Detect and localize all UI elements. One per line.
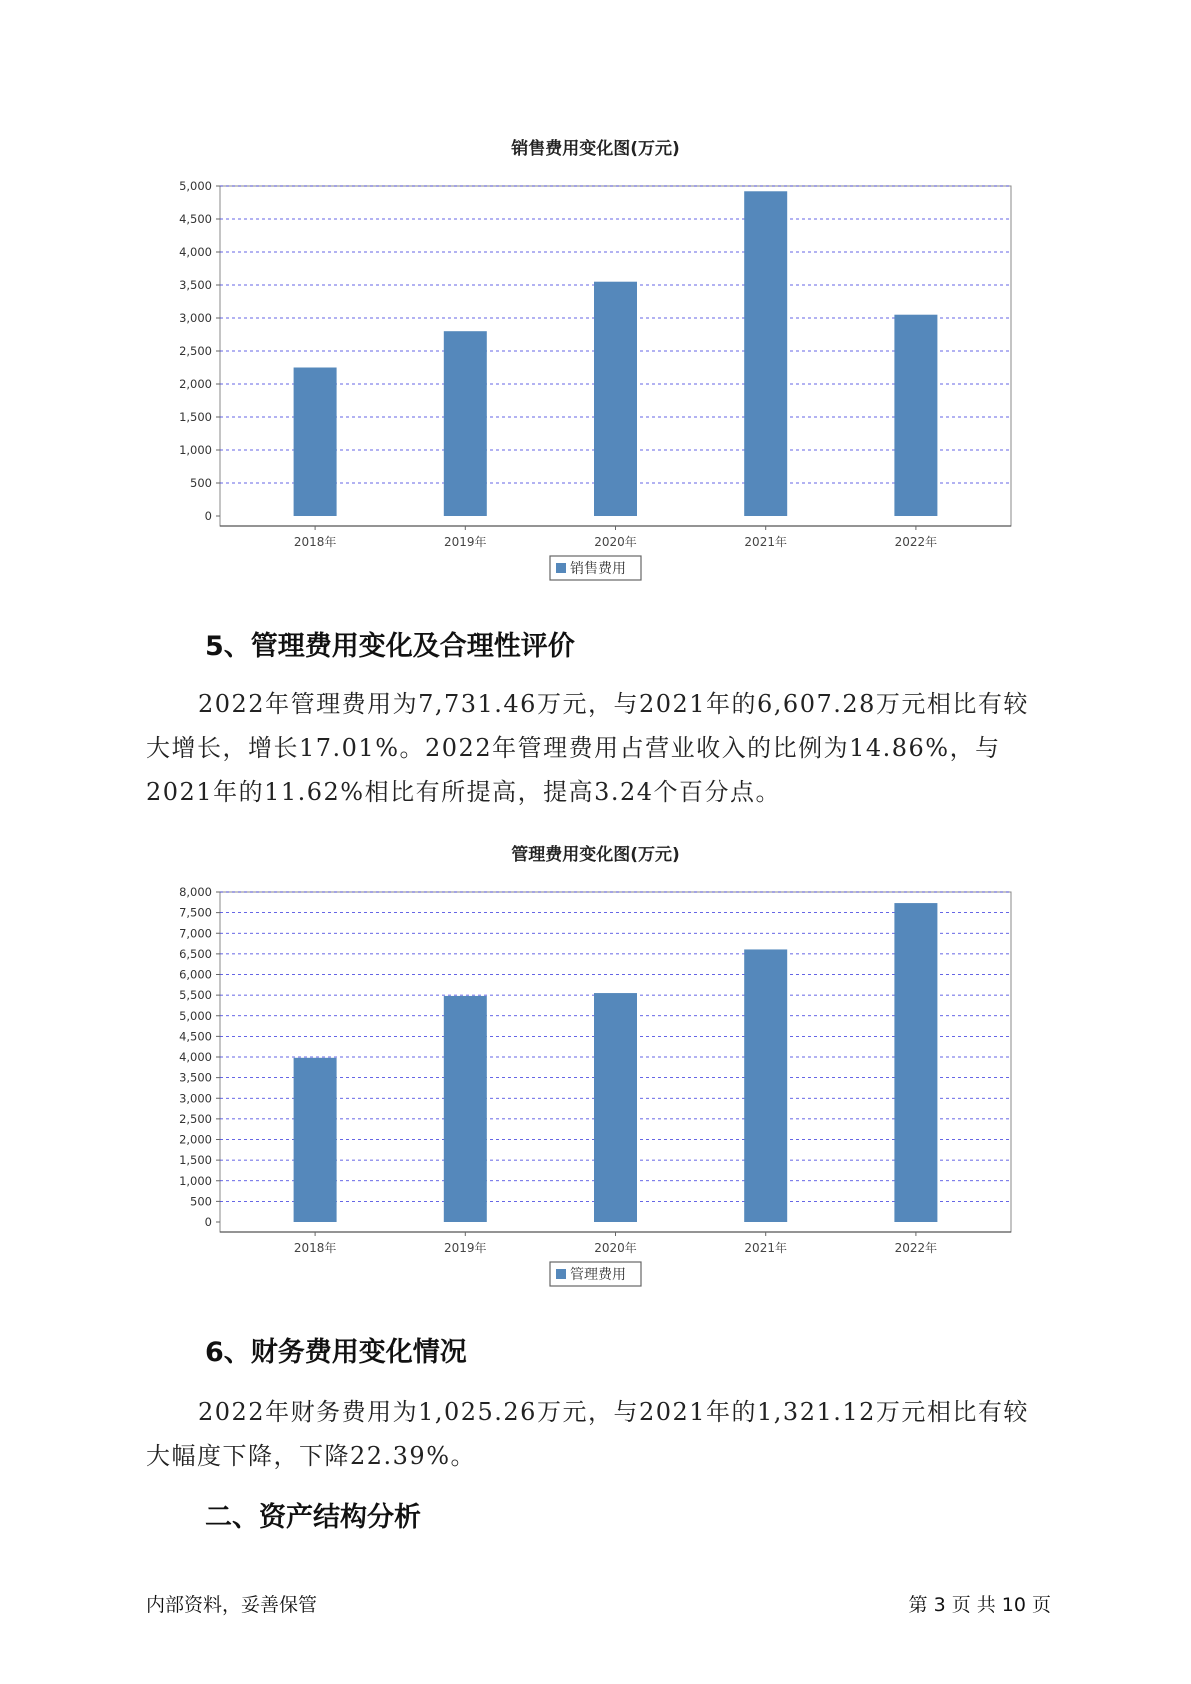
legend-swatch	[556, 1269, 566, 1279]
chart-legend	[550, 1262, 641, 1286]
bar	[594, 993, 637, 1222]
y-tick-label: 0	[204, 1215, 212, 1229]
y-tick-label: 5,000	[179, 1008, 212, 1023]
x-tick-label: 2021年	[744, 1241, 787, 1255]
y-tick-label: 4,000	[179, 1050, 212, 1064]
x-tick-label: 2022年	[894, 1241, 938, 1255]
section-2-heading: 二、资产结构分析	[205, 1502, 421, 1533]
y-tick-label: 3,000	[179, 311, 212, 325]
y-tick-label: 5,000	[179, 179, 212, 193]
y-tick-label: 1,500	[179, 410, 212, 424]
x-tick-label: 2019年	[444, 1241, 487, 1255]
x-tick-label: 2019年	[444, 535, 487, 549]
y-tick-label: 2,500	[179, 344, 212, 358]
section-6-paragraph: 2022年财务费用为1,025.26万元，与2021年的1,321.12万元相比有较大幅度下降，下降22.39%。	[146, 1398, 1029, 1470]
bar	[744, 949, 787, 1222]
x-tick-label: 2022年	[894, 535, 938, 549]
bar	[894, 903, 937, 1222]
legend-label: 管理费用	[570, 1267, 626, 1283]
y-tick-label: 2,000	[179, 1132, 212, 1147]
section-5-paragraph: 2022年管理费用为7,731.46万元，与2021年的6,607.28万元相比有较大增长，增长17.01%。2022年管理费用占营业收入的比例为14.86%，与2021年的11.62%相比有所提高，提高3.24个百分点。	[146, 690, 1029, 806]
bar	[744, 191, 787, 516]
x-tick-label: 2018年	[293, 1241, 337, 1255]
y-tick-label: 4,500	[179, 212, 212, 226]
x-tick-label: 2020年	[594, 535, 637, 549]
y-tick-label: 1,500	[179, 1153, 212, 1168]
y-tick-label: 6,500	[179, 946, 212, 961]
bar	[594, 282, 637, 516]
bar	[294, 368, 337, 517]
section-5-heading: 5、管理费用变化及合理性评价	[205, 631, 575, 662]
y-tick-label: 2,000	[179, 377, 212, 391]
sales-expense-chart	[0, 160, 1191, 600]
admin-expense-chart	[0, 866, 1191, 1306]
y-tick-label: 7,000	[179, 926, 212, 941]
sales-chart-title: 销售费用变化图(万元)	[511, 139, 680, 159]
bar	[444, 996, 487, 1222]
bar	[894, 315, 937, 516]
chart-legend	[550, 556, 641, 580]
y-tick-label: 6,000	[179, 967, 212, 982]
bar	[444, 331, 487, 516]
admin-chart-title: 管理费用变化图(万元)	[511, 845, 680, 865]
y-tick-label: 1,000	[179, 443, 212, 457]
bar	[294, 1058, 337, 1222]
y-tick-label: 2,500	[179, 1111, 212, 1126]
x-tick-label: 2021年	[744, 535, 787, 549]
y-tick-label: 500	[190, 1194, 212, 1209]
footer-page-number: 第 3 页 共 10 页	[908, 1594, 1051, 1616]
y-tick-label: 3,000	[179, 1091, 212, 1106]
y-tick-label: 4,500	[179, 1029, 212, 1044]
y-tick-label: 0	[204, 509, 212, 523]
y-tick-label: 3,500	[179, 1070, 212, 1085]
x-tick-label: 2020年	[594, 1241, 637, 1255]
y-tick-label: 7,500	[179, 905, 212, 920]
y-tick-label: 3,500	[179, 278, 212, 292]
y-tick-label: 5,500	[179, 988, 212, 1003]
legend-label: 销售费用	[570, 561, 626, 577]
y-tick-label: 4,000	[179, 245, 212, 259]
y-tick-label: 8,000	[179, 885, 212, 899]
y-tick-label: 1,000	[179, 1173, 212, 1188]
y-tick-label: 500	[190, 476, 212, 490]
section-6-heading: 6、财务费用变化情况	[205, 1337, 467, 1368]
x-tick-label: 2018年	[293, 535, 337, 549]
legend-swatch	[556, 563, 566, 573]
footer-confidential-note: 内部资料，妥善保管	[146, 1594, 318, 1616]
